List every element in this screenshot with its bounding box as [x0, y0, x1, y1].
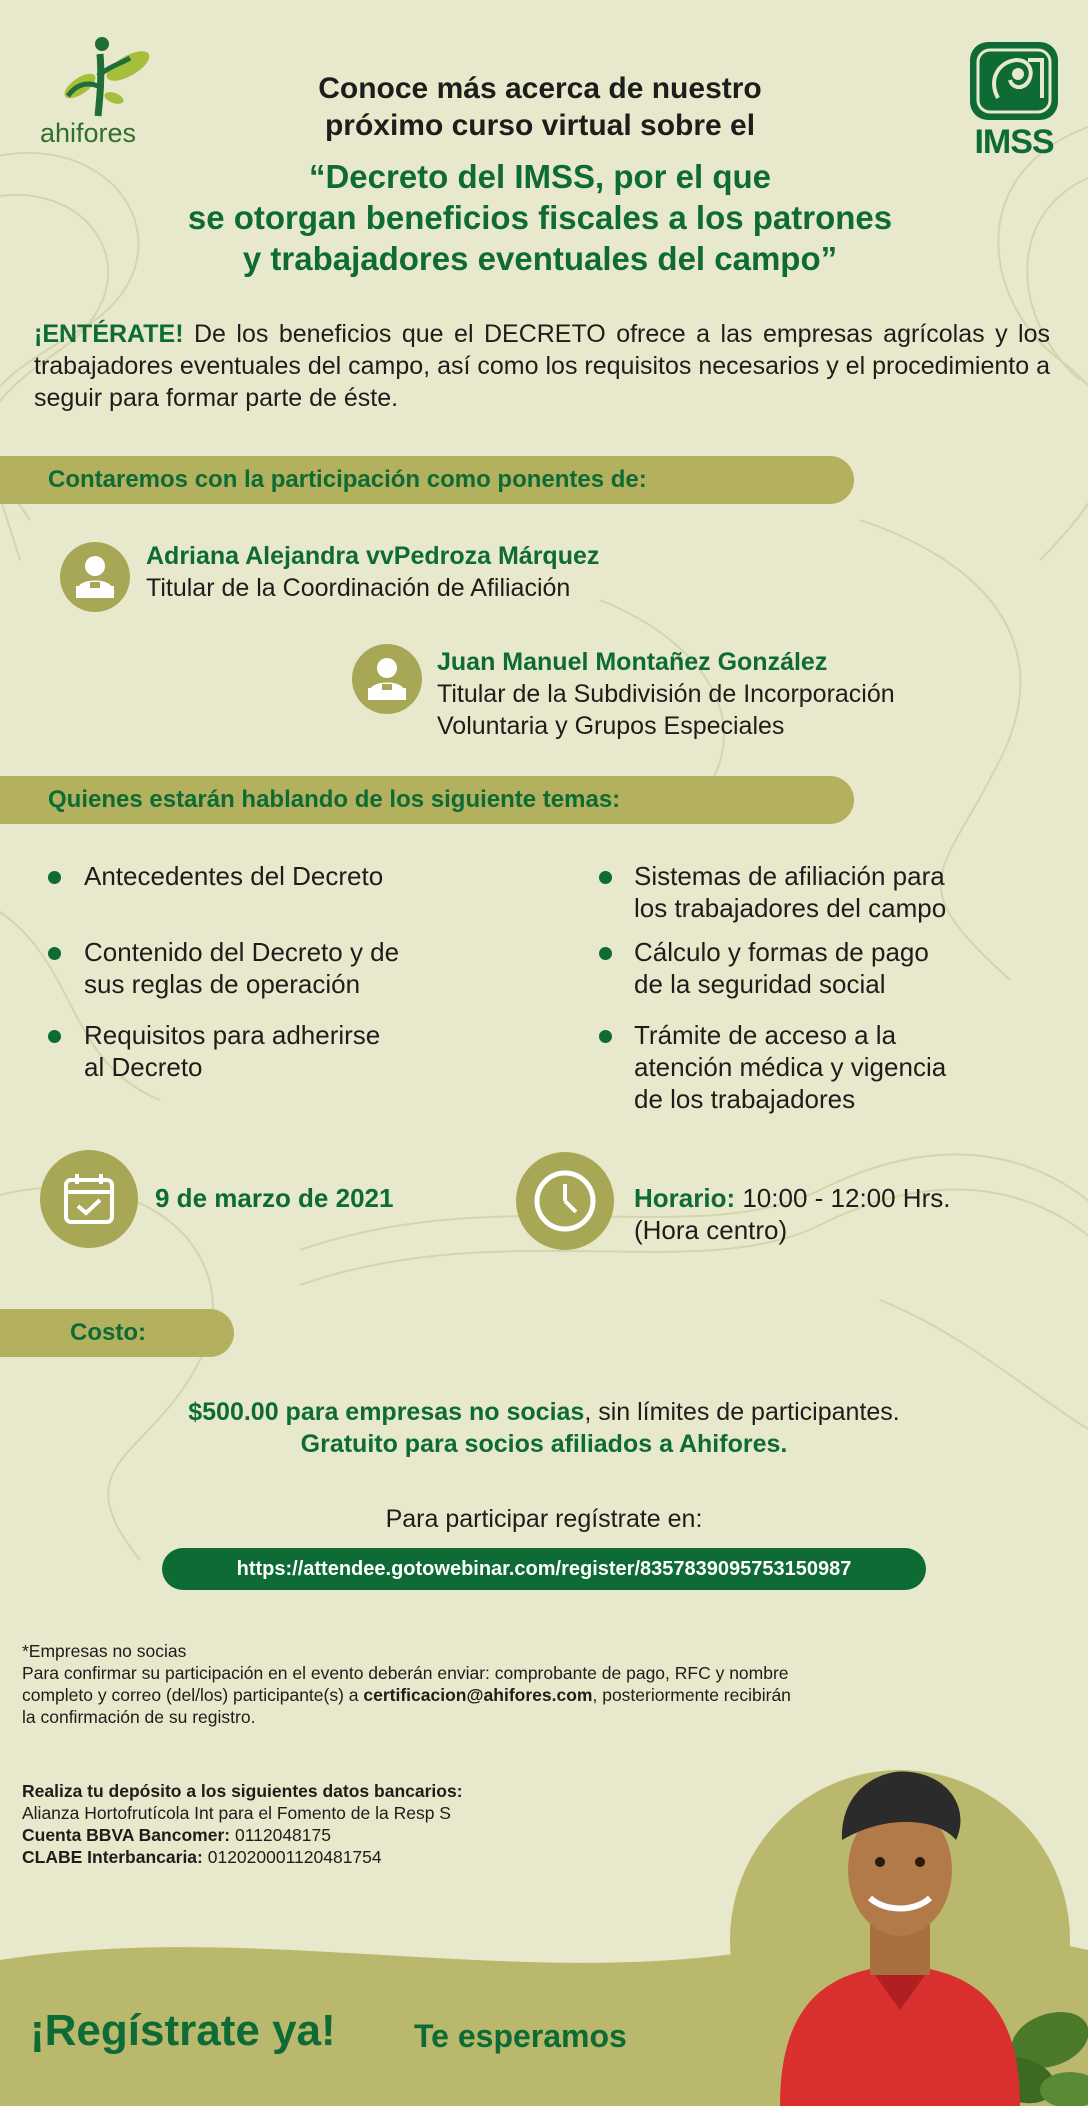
topic-line: de la seguridad social	[634, 969, 886, 999]
time-zone: (Hora centro)	[634, 1215, 788, 1245]
intro-line-2: próximo curso virtual sobre el	[324, 109, 756, 142]
cost-line-1	[0, 1396, 1088, 1428]
topic-item	[634, 936, 1054, 1000]
bank-heading: Realiza tu depósito a los siguientes datos bancarios:	[22, 1781, 463, 1801]
topic-item	[634, 860, 1054, 924]
cost-heading: Costo:	[70, 1319, 146, 1346]
speaker-avatar	[352, 644, 422, 714]
time-label: Horario:	[634, 1183, 736, 1213]
topic-item	[84, 936, 504, 1000]
imss-logo	[968, 40, 1060, 161]
title-line-1: “Decreto del IMSS, por el que	[308, 158, 772, 195]
description-paragraph	[34, 318, 1050, 414]
bullet-icon	[48, 1030, 61, 1043]
event-time	[634, 1182, 950, 1246]
imss-logo-text: IMSS	[974, 123, 1054, 161]
cost-heading-band	[0, 1309, 234, 1357]
speakers-heading: Contaremos con la participación como ponentes de:	[48, 466, 647, 493]
bullet-icon	[48, 871, 61, 884]
speakers-heading-band	[0, 456, 854, 504]
imss-emblem-icon	[968, 40, 1060, 122]
bank-account-value: 0112048175	[230, 1825, 331, 1845]
topic-line: los trabajadores del campo	[634, 893, 947, 923]
registration-url-link[interactable]: https://attendee.gotowebinar.com/register/8357839095753150987	[162, 1548, 926, 1590]
topic-line: Cálculo y formas de pago	[634, 937, 929, 967]
bank-details	[22, 1780, 642, 1868]
note-line: completo y correo (del/los) participante(s) a	[22, 1685, 364, 1705]
event-date: 9 de marzo de 2021	[155, 1183, 394, 1213]
speaker-role: Titular de la Subdivisión de Incorporación	[437, 680, 895, 708]
note-line: *Empresas no socias	[22, 1641, 187, 1661]
time-badge	[516, 1152, 614, 1250]
contact-email-link[interactable]: certificacion@ahifores.com	[363, 1685, 593, 1705]
ahifores-logo-text: ahifores	[40, 118, 137, 148]
note-line: , posteriormente recibirán	[592, 1685, 791, 1705]
topics-heading-band	[0, 776, 854, 824]
clock-icon	[516, 1152, 614, 1250]
topic-line: Antecedentes del Decreto	[84, 861, 384, 891]
note-line: Para confirmar su participación en el evento deberán enviar: comprobante de pago, RFC y nombre	[22, 1663, 789, 1683]
topic-line: atención médica y vigencia	[634, 1052, 947, 1082]
note-line: la confirmación de su registro.	[22, 1707, 256, 1727]
person-at-desk-icon	[352, 644, 422, 714]
we-await-you-text: Te esperamos	[414, 2018, 627, 2054]
register-now-heading: ¡Regístrate ya!	[30, 2006, 336, 2055]
topic-item	[84, 860, 504, 892]
date-badge	[40, 1150, 138, 1248]
topic-line: Sistemas de afiliación para	[634, 861, 945, 891]
topic-line: Contenido del Decreto y de	[84, 937, 400, 967]
bank-account-name: Alianza Hortofrutícola Int para el Fomento de la Resp S	[22, 1803, 451, 1823]
bank-account-label: Cuenta BBVA Bancomer:	[22, 1825, 231, 1845]
cost-members: Gratuito para socios afiliados a Ahifores.	[300, 1430, 788, 1458]
speaker-role: Titular de la Coordinación de Afiliación	[146, 574, 571, 602]
bullet-icon	[599, 947, 612, 960]
speaker-avatar	[60, 542, 130, 612]
topic-line: Trámite de acceso a la	[634, 1020, 897, 1050]
topic-line: al Decreto	[84, 1052, 203, 1082]
bank-clabe-label: CLABE Interbancaria:	[22, 1847, 203, 1867]
intro-heading	[200, 70, 880, 144]
speaker-2	[437, 646, 1057, 742]
bullet-icon	[599, 871, 612, 884]
bank-clabe-value: 012020001120481754	[202, 1847, 382, 1867]
topics-heading: Quienes estarán hablando de los siguiente temas:	[48, 786, 621, 813]
title-line-2: se otorgan beneficios fiscales a los patrones	[187, 199, 893, 236]
description-text: De los beneficios que el DECRETO ofrece a las empresas agrícolas y los trabajadores eventuales del campo, así como los requisitos necesarios y el procedimiento a seguir para formar parte de éste.	[34, 320, 1050, 412]
nonmember-note	[22, 1640, 1012, 1728]
calendar-check-icon	[40, 1150, 138, 1248]
cost-nonmember: $500.00 para empresas no socias	[188, 1398, 585, 1426]
farm-worker-photo	[720, 1740, 1088, 2106]
bullet-icon	[599, 1030, 612, 1043]
topic-line: de los trabajadores	[634, 1084, 856, 1114]
topic-item	[84, 1019, 504, 1083]
topic-item	[634, 1019, 1054, 1115]
registration-label: Para participar regístrate en:	[385, 1505, 703, 1533]
intro-line-1: Conoce más acerca de nuestro	[318, 72, 762, 105]
bullet-icon	[48, 947, 61, 960]
course-title	[100, 156, 980, 279]
speaker-1	[146, 540, 866, 604]
topic-line: Requisitos para adherirse	[84, 1020, 381, 1050]
speaker-name: Juan Manuel Montañez González	[437, 648, 828, 676]
speaker-role: Voluntaria y Grupos Especiales	[437, 712, 785, 740]
cost-nonmember-detail: , sin límites de participantes.	[584, 1398, 900, 1426]
topic-line: sus reglas de operación	[84, 969, 361, 999]
speaker-name: Adriana Alejandra vvPedroza Márquez	[146, 542, 600, 570]
time-value: 10:00 - 12:00 Hrs.	[735, 1183, 951, 1213]
title-line-3: y trabajadores eventuales del campo”	[242, 240, 838, 277]
person-at-desk-icon	[60, 542, 130, 612]
description-lead: ¡ENTÉRATE!	[34, 320, 184, 348]
